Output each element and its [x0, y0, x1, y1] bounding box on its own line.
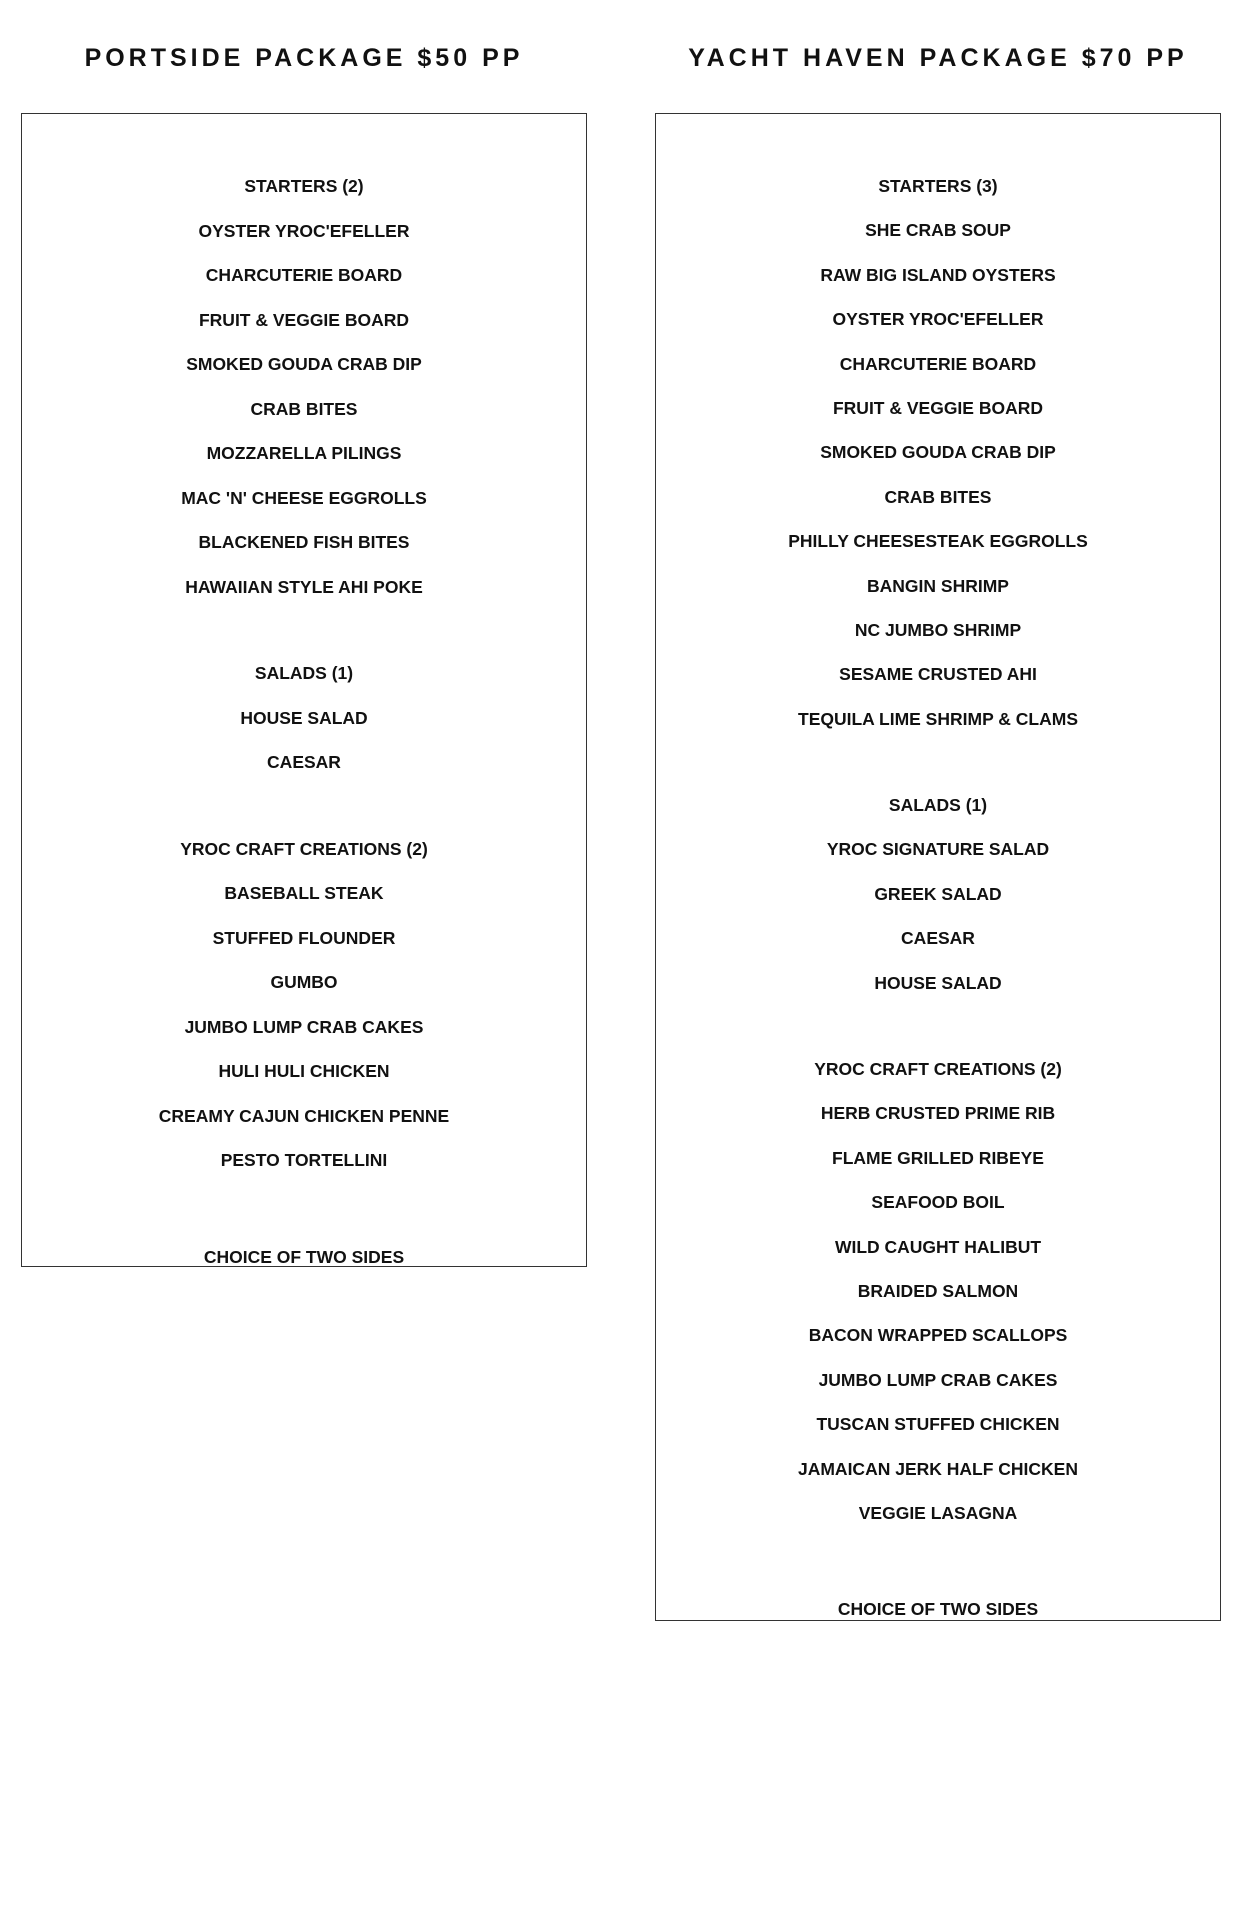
sides-note: CHOICE OF TWO SIDES: [837, 1599, 1039, 1620]
menu-item: SMOKED GOUDA CRAB DIP: [186, 354, 422, 374]
menu-item: BRAIDED SALMON: [857, 1280, 1019, 1301]
menu-item: FLAME GRILLED RIBEYE: [832, 1147, 1044, 1168]
menu-item: HAWAIIAN STYLE AHI POKE: [185, 576, 423, 597]
menu-item: BASEBALL STEAK: [224, 883, 384, 903]
starters-section: [22, 164, 586, 609]
menu-item: CRAB BITES: [250, 398, 358, 419]
menu-item: HERB CRUSTED PRIME RIB: [820, 1103, 1056, 1124]
section-heading: SALADS (1): [888, 795, 988, 816]
menu-item: OYSTER YROC'EFELLER: [832, 309, 1044, 330]
menu-item: FRUIT & VEGGIE BOARD: [198, 309, 409, 330]
menu-item: PESTO TORTELLINI: [220, 1150, 388, 1170]
menu-item: OYSTER YROC'EFELLER: [198, 220, 410, 241]
sides-section: [22, 1235, 586, 1280]
menu-item: CREAMY CAJUN CHICKEN PENNE: [158, 1105, 450, 1126]
package-menu-box: [655, 113, 1221, 1621]
menu-item: SHE CRAB SOUP: [865, 220, 1011, 241]
menu-item: CHARCUTERIE BOARD: [205, 265, 403, 285]
menu-item: SESAME CRUSTED AHI: [839, 664, 1037, 685]
menu-item: RAW BIG ISLAND OYSTERS: [820, 264, 1056, 285]
section-heading: STARTERS (3): [878, 176, 998, 196]
section-heading: YROC CRAFT CREATIONS (2): [180, 838, 428, 859]
menu-item: BANGIN SHRIMP: [867, 575, 1009, 596]
menu-item: HULI HULI CHICKEN: [218, 1061, 390, 1081]
sides-note: CHOICE OF TWO SIDES: [203, 1246, 405, 1267]
menu-item: BACON WRAPPED SCALLOPS: [808, 1325, 1068, 1346]
menu-item: WILD CAUGHT HALIBUT: [834, 1236, 1042, 1257]
menu-item: GUMBO: [270, 972, 338, 992]
starters-section: [656, 164, 1220, 741]
menu-item: CAESAR: [267, 752, 341, 772]
menu-item: TUSCAN STUFFED CHICKEN: [816, 1414, 1060, 1435]
menu-item: GREEK SALAD: [874, 883, 1002, 904]
menu-item: CRAB BITES: [884, 486, 992, 507]
menu-item: CAESAR: [901, 928, 975, 949]
craft-creations-section: [656, 1047, 1220, 1535]
menu-item: HOUSE SALAD: [240, 707, 368, 728]
sides-section: [656, 1587, 1220, 1631]
menu-item: STUFFED FLOUNDER: [212, 927, 396, 948]
salads-section: [656, 783, 1220, 1005]
menu-item: CHARCUTERIE BOARD: [839, 353, 1037, 374]
menu-item: JUMBO LUMP CRAB CAKES: [184, 1016, 424, 1037]
menu-item: FRUIT & VEGGIE BOARD: [832, 397, 1043, 418]
section-heading: STARTERS (2): [244, 176, 364, 196]
section-heading: SALADS (1): [254, 663, 354, 683]
menu-item: SEAFOOD BOIL: [871, 1192, 1005, 1213]
salads-section: [22, 651, 586, 785]
menu-item: NC JUMBO SHRIMP: [854, 619, 1022, 640]
package-menu-box: [21, 113, 587, 1267]
menu-item: JAMAICAN JERK HALF CHICKEN: [797, 1458, 1078, 1479]
craft-creations-section: [22, 827, 586, 1183]
menu-item: YROC SIGNATURE SALAD: [826, 839, 1050, 860]
menu-item: MOZZARELLA PILINGS: [206, 443, 402, 463]
menu-item: VEGGIE LASAGNA: [858, 1502, 1018, 1523]
menu-item: TEQUILA LIME SHRIMP & CLAMS: [798, 708, 1078, 729]
section-heading: YROC CRAFT CREATIONS (2): [814, 1059, 1062, 1080]
menu-item: PHILLY CHEESESTEAK EGGROLLS: [788, 531, 1088, 552]
menu-item: SMOKED GOUDA CRAB DIP: [820, 442, 1056, 463]
menu-item: MAC 'N' CHEESE EGGROLLS: [181, 487, 427, 508]
package-title: YACHT HAVEN PACKAGE $70 PP: [688, 44, 1188, 72]
menu-item: JUMBO LUMP CRAB CAKES: [818, 1369, 1058, 1390]
menu-item: HOUSE SALAD: [874, 972, 1002, 993]
package-title: PORTSIDE PACKAGE $50 PP: [84, 44, 524, 72]
menu-item: BLACKENED FISH BITES: [198, 532, 410, 552]
